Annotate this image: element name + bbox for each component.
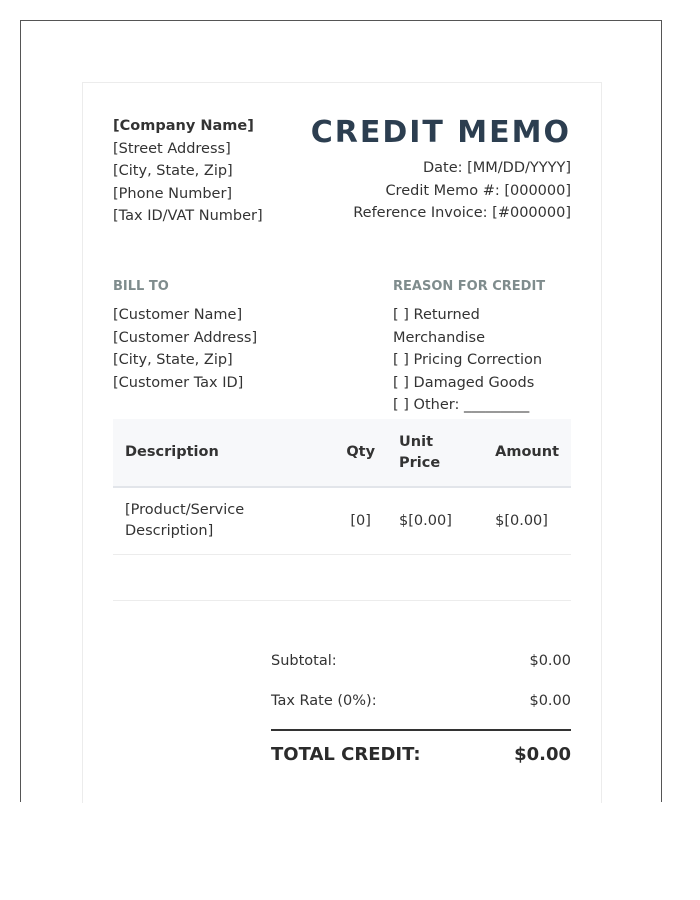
reason-option-pricing: [ ] Pricing Correction (393, 352, 543, 368)
header-description: Description (113, 419, 334, 487)
table-row-empty (113, 555, 571, 601)
reason-option-returned: [ ] Returned Merchandise (393, 307, 486, 346)
subtotal-value: $0.00 (529, 653, 571, 669)
totals-section (271, 641, 571, 775)
customer-address: [Customer Address] (113, 329, 258, 346)
page-frame (20, 20, 662, 802)
bill-to-block (113, 278, 257, 394)
memo-info (311, 113, 571, 225)
row-amount: $[0.00] (483, 487, 571, 555)
memo-number: Credit Memo #: [000000] (385, 182, 571, 199)
row-qty: [0] (334, 487, 387, 555)
tax-label: Tax Rate (0%): (271, 693, 377, 709)
table-row (113, 487, 571, 555)
subtotal-row (271, 641, 571, 681)
document-content (113, 113, 571, 775)
reason-option-damaged: [ ] Damaged Goods (393, 374, 535, 391)
row-description: [Product/Service Description] (113, 487, 334, 555)
line-items-table (113, 419, 571, 601)
table-header-row (113, 419, 571, 487)
reason-block (393, 278, 571, 417)
header-unit-price: Unit Price (387, 419, 483, 487)
bill-to-label: BILL TO (113, 279, 169, 294)
header-qty: Qty (334, 419, 387, 487)
customer-city: [City, State, Zip] (113, 352, 233, 368)
total-credit-row (271, 729, 571, 775)
memo-reference: Reference Invoice: [#000000] (353, 205, 571, 221)
company-name: [Company Name] (113, 118, 254, 134)
credit-memo-document (82, 82, 602, 803)
company-street: [Street Address] (113, 140, 231, 157)
customer-tax-id: [Customer Tax ID] (113, 374, 244, 391)
total-credit-value: $0.00 (514, 744, 571, 765)
memo-date: Date: [MM/DD/YYYY] (422, 160, 571, 176)
company-city: [City, State, Zip] (113, 163, 233, 179)
company-info (113, 115, 263, 228)
row-unit-price: $[0.00] (387, 487, 483, 555)
subtotal-label: Subtotal: (271, 653, 337, 669)
memo-title: CREDIT MEMO (310, 115, 571, 150)
document-header (113, 113, 571, 233)
tax-row (271, 681, 571, 721)
info-section (113, 278, 571, 413)
reason-label: REASON FOR CREDIT (393, 279, 546, 294)
total-credit-label: TOTAL CREDIT: (271, 744, 421, 765)
customer-name: [Customer Name] (113, 307, 243, 323)
company-phone: [Phone Number] (113, 185, 233, 202)
tax-value: $0.00 (529, 693, 571, 709)
company-tax-id: [Tax ID/VAT Number] (113, 208, 263, 224)
empty-row-cell (113, 555, 571, 601)
reason-option-other: [ ] Other: _________ (393, 397, 530, 413)
header-amount: Amount (483, 419, 571, 487)
